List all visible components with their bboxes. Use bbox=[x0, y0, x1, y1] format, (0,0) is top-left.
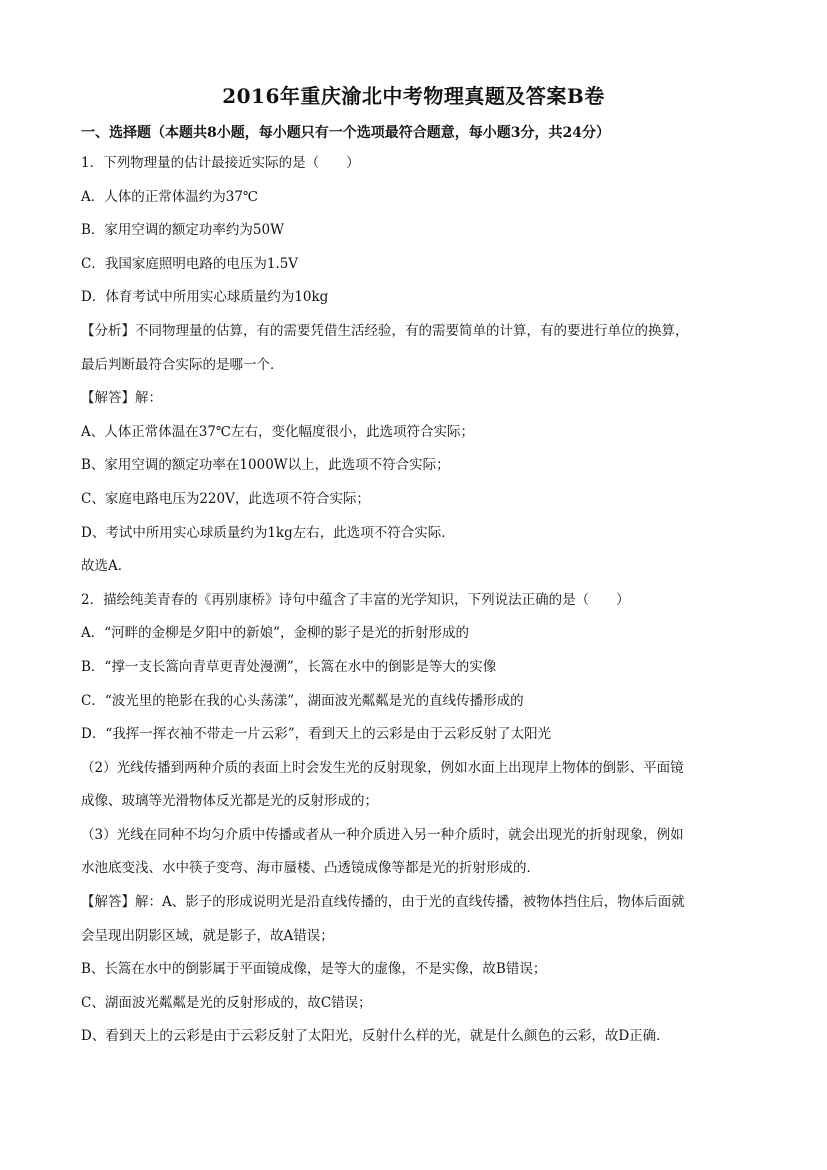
question-2-option-a: A．“河畔的金柳是夕阳中的新娘”，金柳的影子是光的折射形成的 bbox=[81, 625, 470, 642]
question-2-option-b: B．“撑一支长篙向青草更青处漫溯”，长篙在水中的倒影是等大的实像 bbox=[81, 658, 497, 675]
document-title: 2016年重庆渝北中考物理真题及答案B卷 bbox=[222, 84, 605, 108]
question-2-option-c: C．“波光里的艳影在我的心头荡漾”，湖面波光粼粼是光的直线传播形成的 bbox=[81, 692, 524, 709]
question-2-solution-c: C、湖面波光粼粼是光的反射形成的，故C错误； bbox=[81, 994, 372, 1011]
question-1-stem: 1．下列物理量的估计最接近实际的是（ ） bbox=[81, 155, 360, 171]
question-1-solution-heading: 【解答】解： bbox=[81, 390, 162, 407]
question-2-analysis-2: （2）光线传播到两种介质的表面上时会发生光的反射现象，例如水面上出现岸上物体的倒影、平面镜 bbox=[81, 759, 684, 776]
question-1-option-b: B．家用空调的额定功率约为50W bbox=[81, 222, 284, 239]
question-2-stem: 2．描绘纯美青春的《再别康桥》诗句中蕴含了丰富的光学知识，下列说法正确的是（ ） bbox=[81, 591, 630, 608]
question-2-analysis-3-cont: 水池底变浅、水中筷子变弯、海市蜃楼、凸透镜成像等都是光的折射形成的． bbox=[81, 860, 540, 877]
question-2-solution-b: B、长篙在水中的倒影属于平面镜成像，是等大的虚像，不是实像，故B错误； bbox=[81, 961, 547, 978]
question-2-analysis-2-cont: 成像、玻璃等光滑物体反光都是光的反射形成的； bbox=[81, 793, 378, 810]
question-2-solution-d: D、看到天上的云彩是由于云彩反射了太阳光，反射什么样的光，就是什么颜色的云彩，故D正确． bbox=[81, 1028, 670, 1045]
question-1-answer: 故选A． bbox=[81, 558, 132, 575]
question-2-solution-a-cont: 会呈现出阴影区域，就是影子，故A错误； bbox=[81, 927, 334, 944]
question-1-analysis-cont: 最后判断最符合实际的是哪一个． bbox=[81, 356, 284, 373]
section-heading: 一、选择题（本题共8小题，每小题只有一个选项最符合题意，每小题3分，共24分） bbox=[81, 125, 610, 141]
document-body bbox=[81, 152, 741, 1059]
question-1-solution-b: B、家用空调的额定功率在1000W以上，此选项不符合实际； bbox=[81, 457, 450, 474]
question-1-option-d: D．体育考试中所用实心球质量约为10kg bbox=[81, 289, 329, 306]
question-1-solution-c: C、家庭电路电压为220V，此选项不符合实际； bbox=[81, 490, 370, 507]
question-1-analysis: 【分析】不同物理量的估算，有的需要凭借生活经验，有的需要简单的计算，有的要进行单位的换算， bbox=[81, 322, 689, 339]
question-1-solution-d: D、考试中所用实心球质量约为1kg左右，此选项不符合实际． bbox=[81, 524, 455, 541]
question-1-option-a: A．人体的正常体温约为37℃ bbox=[81, 188, 259, 205]
question-2-analysis-3: （3）光线在同种不均匀介质中传播或者从一种介质进入另一种介质时，就会出现光的折射现象，例如 bbox=[81, 826, 684, 843]
question-2-solution-a: 【解答】解：A、影子的形成说明光是沿直线传播的，由于光的直线传播，被物体挡住后，物体后面就 bbox=[81, 894, 685, 911]
question-1-option-c: C．我国家庭照明电路的电压为1.5V bbox=[81, 255, 299, 272]
question-2-option-d: D．“我挥一挥衣袖不带走一片云彩”，看到天上的云彩是由于云彩反射了太阳光 bbox=[81, 726, 552, 743]
question-1-solution-a: A、人体正常体温在37℃左右，变化幅度很小，此选项符合实际； bbox=[81, 423, 475, 440]
